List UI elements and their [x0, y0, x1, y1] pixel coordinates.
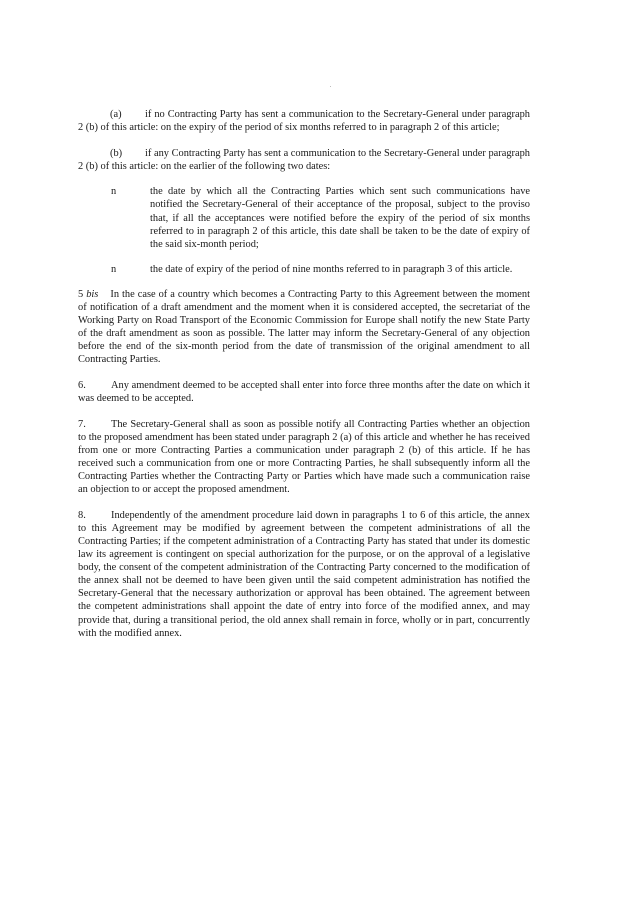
- paragraph-5-bis-label: [78, 289, 98, 300]
- paragraph-5-bis-num: 5: [78, 288, 84, 300]
- paragraph-b: [78, 147, 530, 173]
- paragraph-7: [78, 418, 530, 497]
- bullet-item: [78, 263, 530, 276]
- paragraph-8-label: 8.: [78, 509, 86, 521]
- paragraph-8: [78, 509, 530, 640]
- paragraph-a-label: (a): [110, 109, 122, 120]
- bullet-item: [78, 185, 530, 250]
- scan-speck: [330, 86, 331, 87]
- bullet-text: the date of expiry of the period of nine months referred to in paragraph 3 of this article.: [150, 263, 513, 275]
- paragraph-b-text: if any Contracting Party has sent a communication to the Secretary-General under paragraph 2 (b) of this article: on the earlier of the following two dates:: [78, 147, 530, 172]
- paragraph-7-text: The Secretary-General shall as soon as possible notify all Contracting Parties whether an objection to the proposed amendment has been stated under paragraph 2 (a) of this article and whether he has received from one or more Contracting Parties a communication under paragraph 2 (b) of this article. If he has received such a communication from one or more Contracting Parties, he shall subsequently inform all the Contracting Parties whether the Contracting Party or Parties which have made such a communication raise an objection to or accept the proposed amendment.: [78, 418, 530, 496]
- bullet-mark: n: [111, 263, 117, 275]
- bullet-mark: n: [111, 186, 117, 198]
- paragraph-a: [78, 108, 530, 134]
- paragraph-6: [78, 379, 530, 405]
- paragraph-6-label: 6.: [78, 380, 86, 391]
- document-body: [78, 108, 530, 652]
- paragraph-6-text: Any amendment deemed to be accepted shall enter into force three months after the date on which it was deemed to be accepted.: [78, 380, 530, 405]
- paragraph-5-bis-text: In the case of a country which becomes a Contracting Party to this Agreement between the moment of notification of a draft amendment and the moment when it is considered accepted, the secretariat of the Working Party on Road Transport of the Economic Commission for Europe shall notify the new State Party of the draft amendment as soon as possible. The latter may inform the Secretary-General of any objection before the end of the six-month period from the date of transmission of the original amendment to all Contracting Parties.: [78, 288, 531, 366]
- paragraph-5-bis: [78, 288, 530, 367]
- paragraph-8-text: Independently of the amendment procedure laid down in paragraphs 1 to 6 of this article, the annex to this Agreement may be modified by agreement between the competent administrations of all the Contracting Parties; if the competent administration of a Contracting Party has stated that under its domestic law its agreement is contingent on special authorization for the purpose, or on the approval of a legislative body, the consent of the competent administration of the Contracting Party concerned to the modification of the annex shall not be deemed to have been given until the said competent administration has notified the Secretary-General that the necessary authorization or approval has been obtained. The agreement between the competent administrations shall appoint the date of entry into force of the modified annex, and may provide that, during a transitional period, the old annex shall remain in force, wholly or in part, concurrently with the modified annex.: [78, 509, 530, 639]
- bullet-text: the date by which all the Contracting Parties which sent such communications have notified the Secretary-General of their acceptance of the proposal, subject to the proviso that, if all the acceptances were notified before the expiry of the period of six months referred to in paragraph 2 of this article, this date shall be taken to be the date of expiry of the said six-month period;: [150, 186, 530, 250]
- paragraph-b-label: (b): [110, 147, 123, 159]
- paragraph-7-label: 7.: [78, 418, 86, 430]
- paragraph-5-bis-suffix: bis: [86, 288, 99, 300]
- paragraph-a-text: if no Contracting Party has sent a communication to the Secretary-General under paragraph 2 (b) of this article: on the expiry of the period of six months referred to in paragraph 2 of this article;: [78, 109, 530, 134]
